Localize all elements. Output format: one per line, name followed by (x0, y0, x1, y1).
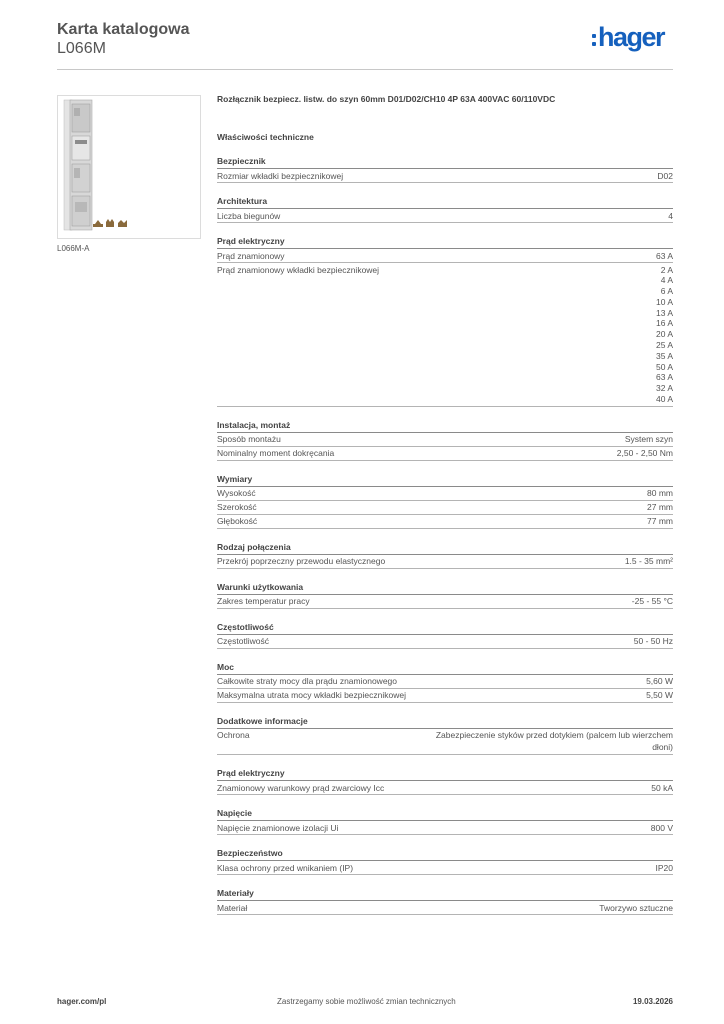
spec-value: 27 mm (647, 502, 673, 513)
section-title: Wymiary (217, 474, 673, 487)
spec-row (217, 689, 673, 703)
spec-label: Znamionowy warunkowy prąd zwarciowy Icc (217, 782, 385, 793)
spec-value: 50 kA (651, 782, 673, 793)
spec-section (217, 542, 673, 569)
spec-content (217, 93, 673, 915)
spec-value: 4 (668, 210, 673, 221)
spec-label: Sposób montażu (217, 434, 281, 445)
spec-value: 4 A (660, 275, 673, 286)
spec-section (217, 848, 673, 875)
section-title: Częstotliwość (217, 622, 673, 635)
spec-section (217, 808, 673, 835)
footer-website: hager.com/pl (57, 997, 107, 1006)
fuse-switch-illustration (58, 96, 202, 240)
product-image (57, 95, 201, 239)
spec-section (217, 888, 673, 915)
spec-row (217, 433, 673, 447)
spec-row (217, 781, 673, 795)
section-title: Rodzaj połączenia (217, 542, 673, 555)
spec-value: 80 mm (647, 488, 673, 499)
footer-notice: Zastrzegamy sobie możliwość zmian technicznych (277, 997, 456, 1006)
spec-sections (217, 156, 673, 915)
spec-row (217, 675, 673, 689)
spec-label: Zakres temperatur pracy (217, 596, 310, 607)
spec-value: 63 A (655, 250, 673, 261)
spec-row (217, 821, 673, 835)
spec-value: 10 A (655, 296, 673, 307)
spec-row (217, 501, 673, 515)
spec-label: Całkowite straty mocy dla prądu znamionowego (217, 676, 398, 687)
spec-label: Klasa ochrony przed wnikaniem (IP) (217, 862, 354, 873)
logo-text: hager (598, 22, 665, 52)
spec-row (217, 729, 673, 756)
header-divider (57, 69, 673, 70)
section-title: Instalacja, montaż (217, 420, 673, 433)
footer-date: 19.03.2026 (632, 997, 673, 1006)
spec-label: Wysokość (217, 488, 256, 499)
spec-value: 35 A (655, 350, 673, 361)
spec-label: Materiał (217, 902, 248, 913)
spec-label: Przekrój poprzeczny przewodu elastycznego (217, 556, 386, 567)
spec-value: 50 - 50 Hz (633, 636, 673, 647)
spec-value: 1.5 - 35 mm² (624, 556, 673, 567)
spec-row (217, 595, 673, 609)
spec-value: 63 A (655, 372, 673, 383)
section-title: Materiały (217, 888, 673, 901)
spec-value: 20 A (655, 329, 673, 340)
spec-value: 6 A (660, 286, 673, 297)
image-caption: L066M-A (57, 244, 90, 253)
spec-label: Prąd znamionowy wkładki bezpiecznikowej (217, 264, 380, 275)
section-title: Bezpieczeństwo (217, 848, 673, 861)
spec-value: 32 A (655, 383, 673, 394)
spec-label: Maksymalna utrata mocy wkładki bezpiecznikowej (217, 690, 406, 701)
section-title: Prąd elektryczny (217, 768, 673, 781)
spec-value: 50 A (655, 361, 673, 372)
spec-label: Częstotliwość (217, 636, 269, 647)
spec-value: 5,60 W (646, 676, 673, 687)
spec-value: 2 A (660, 264, 673, 275)
spec-value: 40 A (655, 394, 673, 405)
spec-label: Napięcie znamionowe izolacji Ui (217, 822, 339, 833)
product-description: Rozłącznik bezpiecz. listw. do szyn 60mm D01/D02/CH10 4P 63A 400VAC 60/110VDC (217, 94, 556, 104)
spec-row (217, 901, 673, 915)
spec-value: IP20 (655, 862, 673, 873)
section-title: Dodatkowe informacje (217, 716, 673, 729)
spec-section (217, 662, 673, 703)
spec-value: 13 A (655, 307, 673, 318)
spec-section (217, 156, 673, 183)
section-title: Bezpiecznik (217, 156, 673, 169)
spec-row (217, 635, 673, 649)
spec-row (217, 209, 673, 223)
section-title: Prąd elektryczny (217, 236, 673, 249)
spec-section (217, 196, 673, 223)
spec-section (217, 420, 673, 461)
document-title: Karta katalogowa (57, 21, 190, 38)
spec-section (217, 716, 673, 756)
spec-row (217, 515, 673, 529)
section-title: Napięcie (217, 808, 673, 821)
spec-value: Tworzywo sztuczne (599, 902, 673, 913)
spec-section (217, 236, 673, 407)
spec-value-list (656, 265, 673, 405)
spec-value: System szyn (624, 434, 673, 445)
spec-row (217, 447, 673, 461)
spec-row (217, 263, 673, 407)
document-header (57, 20, 189, 58)
spec-row (217, 555, 673, 569)
spec-section (217, 622, 673, 649)
product-code: L066M (57, 40, 106, 57)
spec-value: 16 A (655, 318, 673, 329)
spec-section (217, 582, 673, 609)
spec-label: Liczba biegunów (217, 210, 281, 221)
spec-section (217, 474, 673, 529)
spec-value: -25 - 55 °C (631, 596, 673, 607)
spec-label: Szerokość (217, 502, 257, 513)
section-title: Architektura (217, 196, 673, 209)
spec-row (217, 249, 673, 263)
spec-value: 2,50 - 2,50 Nm (616, 448, 673, 459)
spec-value: 77 mm (647, 516, 673, 527)
section-title: Warunki użytkowania (217, 582, 673, 595)
spec-section (217, 768, 673, 795)
spec-label: Rozmiar wkładki bezpiecznikowej (217, 170, 344, 181)
spec-row (217, 861, 673, 875)
section-title: Moc (217, 662, 673, 675)
spec-label: Ochrona (217, 730, 250, 741)
spec-label: Głębokość (217, 516, 258, 527)
technical-properties-heading: Właściwości techniczne (217, 132, 314, 142)
spec-row (217, 487, 673, 501)
spec-value: 5,50 W (646, 690, 673, 701)
spec-row (217, 169, 673, 183)
spec-value: 800 V (650, 822, 673, 833)
spec-value: 25 A (655, 340, 673, 351)
spec-value: D02 (657, 170, 673, 181)
spec-label: Prąd znamionowy (217, 250, 285, 261)
spec-label: Nominalny moment dokręcania (217, 448, 335, 459)
spec-value: Zabezpieczenie styków przed dotykiem (palcem lub wierzchem dłoni) (435, 730, 673, 752)
